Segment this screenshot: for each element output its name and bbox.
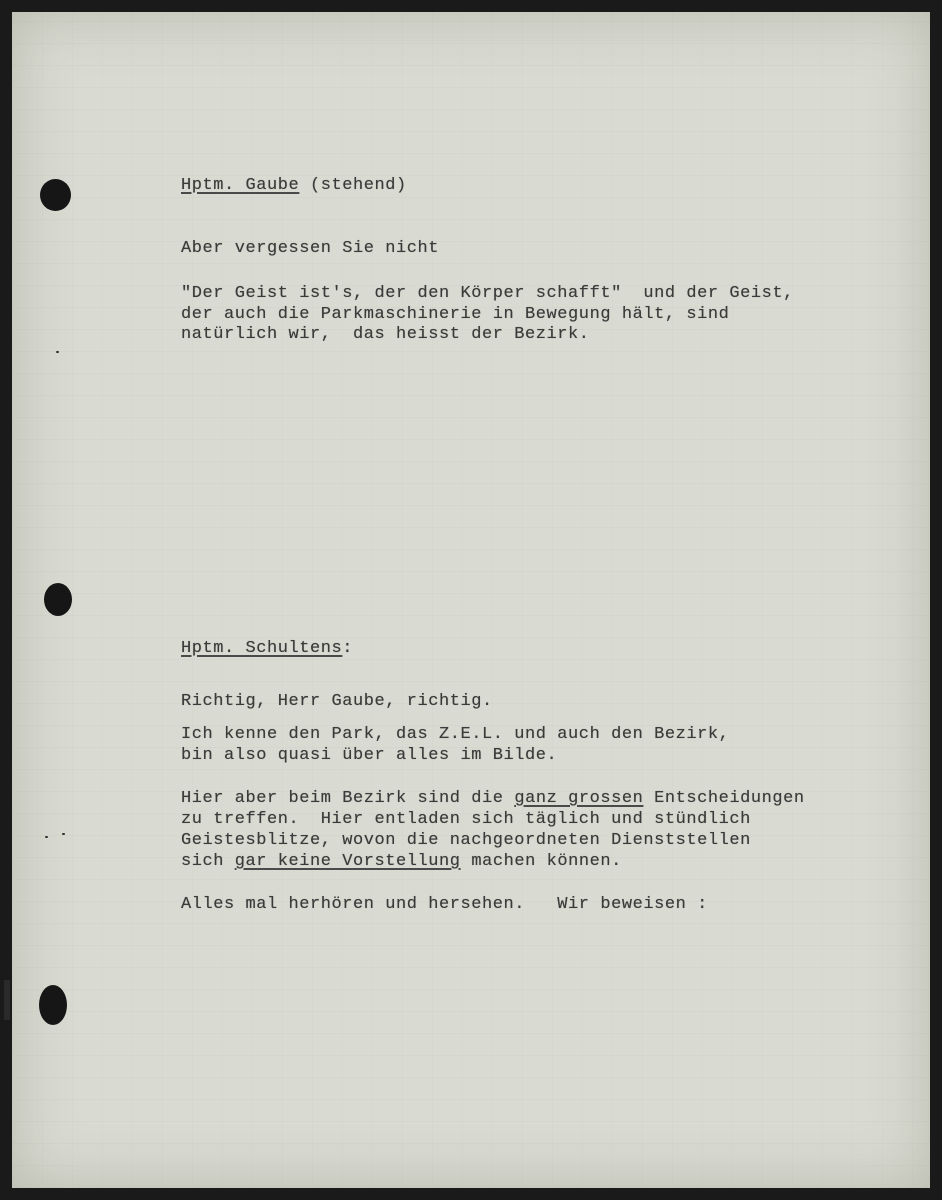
edge-mark (4, 980, 10, 1020)
para2-line-1 (181, 788, 805, 809)
text-line: Richtig, Herr Gaube, richtig. (181, 692, 493, 711)
quote-line-2: der auch die Parkmaschinerie in Bewegung hält, sind (181, 305, 730, 324)
text-run: Entscheidungen (643, 789, 805, 808)
para2-line-3: Geistesblitze, wovon die nachgeordneten Dienststellen (181, 831, 751, 850)
text-run: Hier aber beim Bezirk sind die (181, 789, 515, 808)
speaker-name: Hptm. Schultens (181, 639, 343, 658)
para1-line-1: Ich kenne den Park, das Z.E.L. und auch den Bezirk, (181, 725, 730, 744)
quote-line-3: natürlich wir, das heisst der Bezirk. (181, 325, 590, 344)
para1-line-2: bin also quasi über alles im Bilde. (181, 746, 558, 765)
text-line: Alles mal herhören und hersehen. Wir beweisen : (181, 895, 708, 914)
stage-direction: (stehend) (299, 176, 407, 195)
text-run: machen können. (460, 852, 622, 871)
para2-line-2: zu treffen. Hier entladen sich täglich und stündlich (181, 810, 751, 829)
heading-colon: : (342, 639, 354, 658)
speaker-name: Hptm. Gaube (181, 176, 300, 195)
punch-hole-bottom (39, 985, 67, 1025)
document-page (12, 12, 930, 1188)
speaker-heading-schultens (181, 638, 353, 659)
text-line: Aber vergessen Sie nicht (181, 239, 440, 258)
speck (56, 351, 59, 353)
para2-line-4 (181, 851, 622, 872)
underlined-phrase: ganz grossen (514, 789, 644, 808)
speck (45, 836, 48, 838)
underlined-phrase: gar keine Vorstellung (234, 852, 461, 871)
text-run: sich (181, 852, 235, 871)
punch-hole-middle (44, 583, 72, 616)
quote-line-1: "Der Geist ist's, der den Körper schafft" und der Geist, (181, 284, 794, 303)
speck (62, 833, 65, 835)
speaker-heading-gaube (181, 175, 407, 196)
punch-hole-top (40, 179, 71, 211)
